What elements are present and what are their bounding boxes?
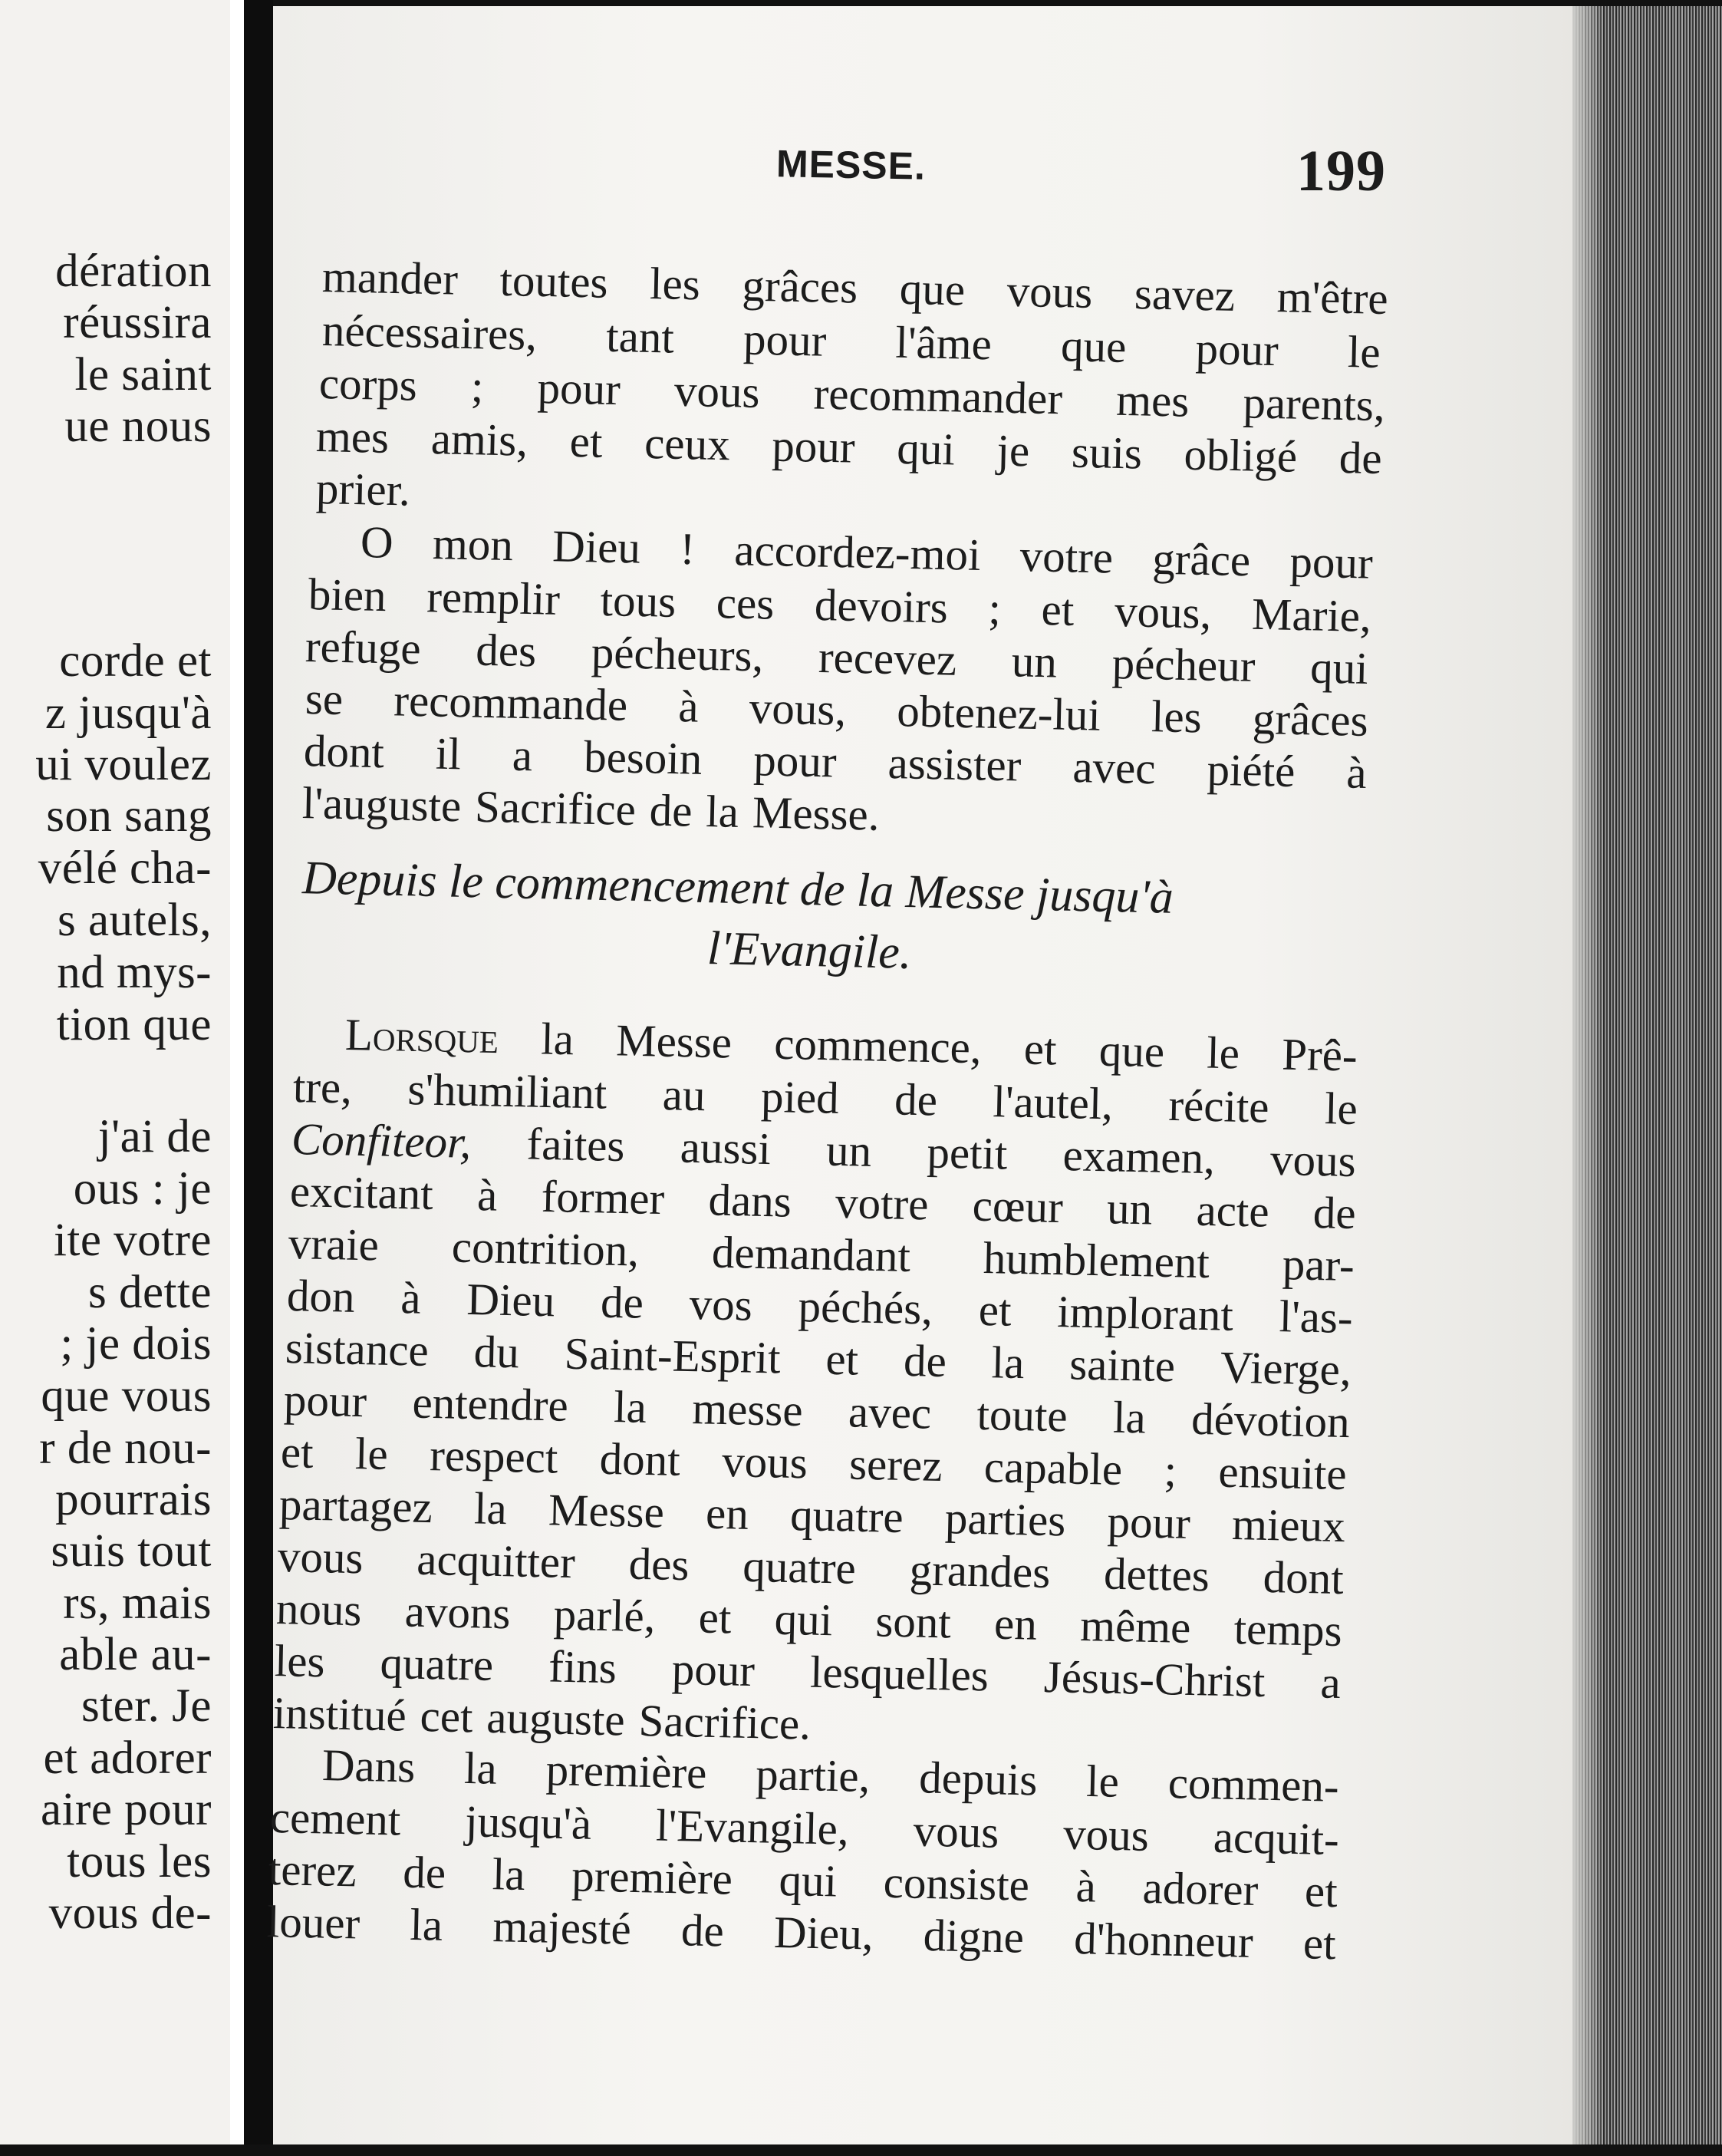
paragraph-3-line: institué cet auguste Sacrifice. bbox=[272, 1687, 812, 1749]
paragraph-lead-word: Lorsque bbox=[344, 1009, 499, 1063]
paragraph-3-line: les quatre fins pour lesquelles Jésus-Christ a bbox=[274, 1635, 1342, 1709]
paragraph-1-line: mander toutes les grâces que vous savez m'être bbox=[321, 251, 1389, 325]
left-page-text-fragment: ous : je bbox=[73, 1163, 212, 1215]
left-page-text-fragment: ue nous bbox=[64, 401, 212, 452]
paragraph-1-line: nécessaires, tant pour l'âme que pour le bbox=[321, 305, 1381, 377]
section-heading-line-2: l'Evangile. bbox=[706, 921, 913, 980]
paragraph-4-line: Dans la première partie, depuis le commen- bbox=[321, 1739, 1340, 1812]
left-page-text-fragment: able au- bbox=[59, 1629, 212, 1680]
running-header: MESSE. bbox=[775, 142, 927, 188]
left-page-text-fragment: et adorer bbox=[43, 1732, 212, 1784]
left-page-text-fragment: nd mys- bbox=[57, 947, 212, 998]
paragraph-3-line: pour entendre la messe avec toute la dévotion bbox=[283, 1374, 1351, 1448]
paragraph-3-line: nous avons parlé, et qui sont en même temps bbox=[275, 1583, 1343, 1657]
left-page-text-fragment: dération bbox=[55, 246, 212, 297]
paragraph-4-line: louer la majesté de Dieu, digne d'honneur et bbox=[266, 1896, 1337, 1970]
paragraph-3-line: sistance du Saint-Esprit et de la sainte Vierge, bbox=[285, 1322, 1352, 1396]
page-number: 199 bbox=[1296, 139, 1386, 203]
paragraph-3-line: vraie contrition, demandant humblement par- bbox=[288, 1218, 1355, 1291]
left-page-text-fragment: réussira bbox=[63, 297, 212, 348]
paragraph-3-line: et le respect dont vous serez capable ; ensuite bbox=[280, 1426, 1348, 1500]
paragraph-2-line: bien remplir tous ces devoirs ; et vous, Marie, bbox=[308, 569, 1372, 642]
left-page-text-fragment: aire pour bbox=[41, 1784, 212, 1835]
paragraph-2-line: se recommande à vous, obtenez-lui les grâces bbox=[305, 673, 1369, 747]
paragraph-1-line: mes amis, et ceux pour qui je suis obligé de bbox=[315, 410, 1383, 484]
paragraph-2-line: O mon Dieu ! accordez-moi votre grâce pour bbox=[360, 516, 1374, 588]
left-page-text-fragment: tion que bbox=[56, 999, 212, 1050]
left-page-text-fragment: s dette bbox=[87, 1267, 212, 1318]
left-page-text-fragment: corde et bbox=[59, 635, 212, 687]
left-page-text-fragment: pourrais bbox=[55, 1474, 212, 1525]
paragraph-3-line: vous acquitter des quatre grandes dettes dont bbox=[277, 1531, 1345, 1604]
left-page-text-fragment: j'ai de bbox=[97, 1111, 212, 1162]
paragraph-1-line: prier. bbox=[315, 463, 411, 516]
left-page-text-fragment: vélé cha- bbox=[38, 842, 212, 894]
left-page-text-fragment: le saint bbox=[74, 349, 212, 401]
left-page-text-fragment: s autels, bbox=[57, 895, 212, 946]
paragraph-3-line: don à Dieu de vos péchés, et implorant l'as- bbox=[286, 1270, 1354, 1343]
paragraph-3-line: partagez la Messe en quatre parties pour mieux bbox=[278, 1479, 1346, 1552]
paragraph-3-line: Lorsque la Messe commence, et que le Prê- bbox=[344, 1009, 1358, 1081]
paragraph-2-line: l'auguste Sacrifice de la Messe. bbox=[301, 777, 881, 840]
left-page-text-fragment: ite votre bbox=[53, 1215, 212, 1266]
left-page-text-fragment: tous les bbox=[67, 1836, 212, 1887]
left-page-text-fragment: ; je dois bbox=[60, 1318, 212, 1370]
paragraph-1-line: corps ; pour vous recommander mes parents, bbox=[318, 358, 1386, 431]
left-page-text-fragment: rs, mais bbox=[63, 1577, 212, 1629]
paragraph-4-line: terez de la première qui consiste à adorer et bbox=[268, 1844, 1338, 1917]
paragraph-4-line: cement jusqu'à l'Evangile, vous vous acquit- bbox=[269, 1792, 1340, 1865]
left-page-text-fragment: son sang bbox=[46, 790, 212, 842]
paragraph-2-line: refuge des pécheurs, recevez un pécheur qui bbox=[305, 621, 1369, 694]
paragraph-3-line: excitant à former dans votre cœur un acte de bbox=[289, 1165, 1357, 1239]
confiteor-italic: Confiteor, bbox=[291, 1113, 472, 1168]
left-page-text-fragment: ui voulez bbox=[35, 739, 212, 790]
left-page-text-fragment: ster. Je bbox=[81, 1680, 212, 1732]
left-page-text-fragment: vous de- bbox=[48, 1887, 212, 1939]
paragraph-2-line: dont il a besoin pour assister avec piété à bbox=[303, 725, 1368, 799]
left-page-text-fragment: r de nou- bbox=[39, 1422, 212, 1474]
paragraph-3-line: tre, s'humiliant au pied de l'autel, récite le bbox=[292, 1061, 1358, 1135]
left-page-text-fragment: z jusqu'à bbox=[44, 687, 212, 739]
paragraph-3-line: Confiteor, faites aussi un petit examen, vous bbox=[291, 1113, 1357, 1187]
left-page-text-fragment: que vous bbox=[41, 1370, 212, 1422]
section-heading-line-1: Depuis le commencement de la Messe jusqu'à bbox=[301, 852, 1174, 924]
left-page-text-fragment: suis tout bbox=[51, 1525, 212, 1577]
